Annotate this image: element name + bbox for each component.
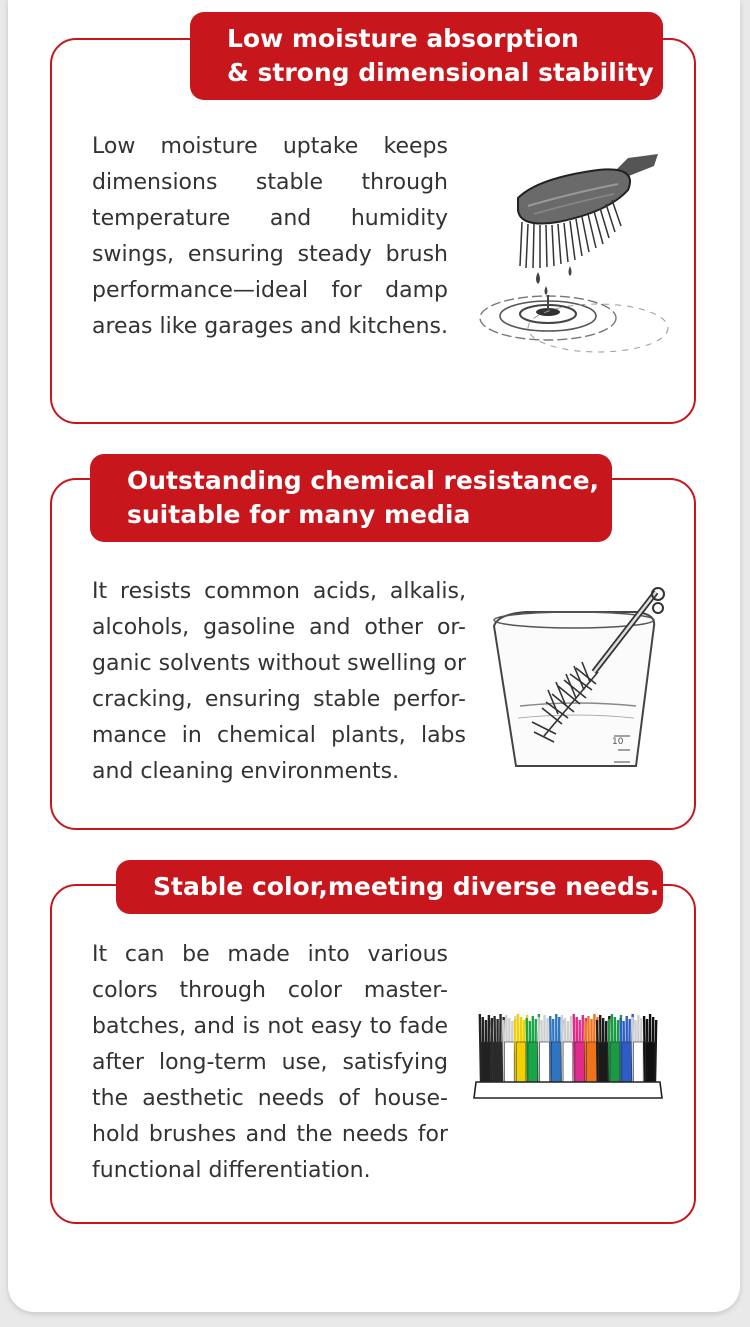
feature-title-line: suitable for many media xyxy=(127,500,471,529)
brush-base xyxy=(474,1082,662,1098)
feature-title-line: & strong dimensional stability xyxy=(227,58,654,87)
feature-title-chemical xyxy=(90,454,612,542)
bristle-tuft xyxy=(597,1015,609,1082)
bristle-tuft xyxy=(527,1014,539,1082)
bristle-tuft xyxy=(515,1014,527,1082)
feature-description: It can be made into various colors through color master-batches, and is not easy to fade after long-term use, satisfying the aesthetic needs of house-hold brushes and the needs for functional differentiation. xyxy=(92,942,448,1183)
feature-title-line: Stable color,meeting diverse needs. xyxy=(153,872,660,901)
feature-title-color xyxy=(116,860,663,914)
bristle-tuft xyxy=(562,1015,574,1082)
bristle-tuft xyxy=(621,1014,633,1082)
bristle-tuft xyxy=(585,1014,597,1082)
bristle-tuft xyxy=(550,1014,562,1082)
bristle-tuft xyxy=(492,1014,504,1082)
feature-description: It resists common acids, alkalis, alcohols, gasoline and other or-ganic solvents without swelling or cracking, ensuring stable perfor-mance in chemical plants, labs and cleaning environments. xyxy=(92,579,466,784)
feature-title-line: Low moisture absorption xyxy=(227,24,579,53)
bristle-tuft xyxy=(574,1014,586,1082)
feature-title-line: Outstanding chemical resistance, xyxy=(127,466,600,495)
feature-description: Low moisture uptake keeps dimensions stable through temperature and humidity swings, ensuring steady brush performance—ideal for damp areas like garages and kitchens. xyxy=(92,134,448,339)
dripping-brush-icon xyxy=(478,150,674,356)
bristle-tuft xyxy=(644,1014,656,1082)
beaker-brush-icon xyxy=(486,586,668,770)
colored-bristles-icon xyxy=(472,1004,664,1104)
bristle-tuft xyxy=(539,1015,551,1082)
feature-title-moisture xyxy=(190,12,663,100)
bristle-tuft xyxy=(503,1015,515,1082)
bristle-tuft xyxy=(632,1015,644,1082)
bristle-tuft xyxy=(480,1014,492,1082)
bristle-tuft xyxy=(609,1014,621,1082)
svg-text:10: 10 xyxy=(612,737,624,747)
